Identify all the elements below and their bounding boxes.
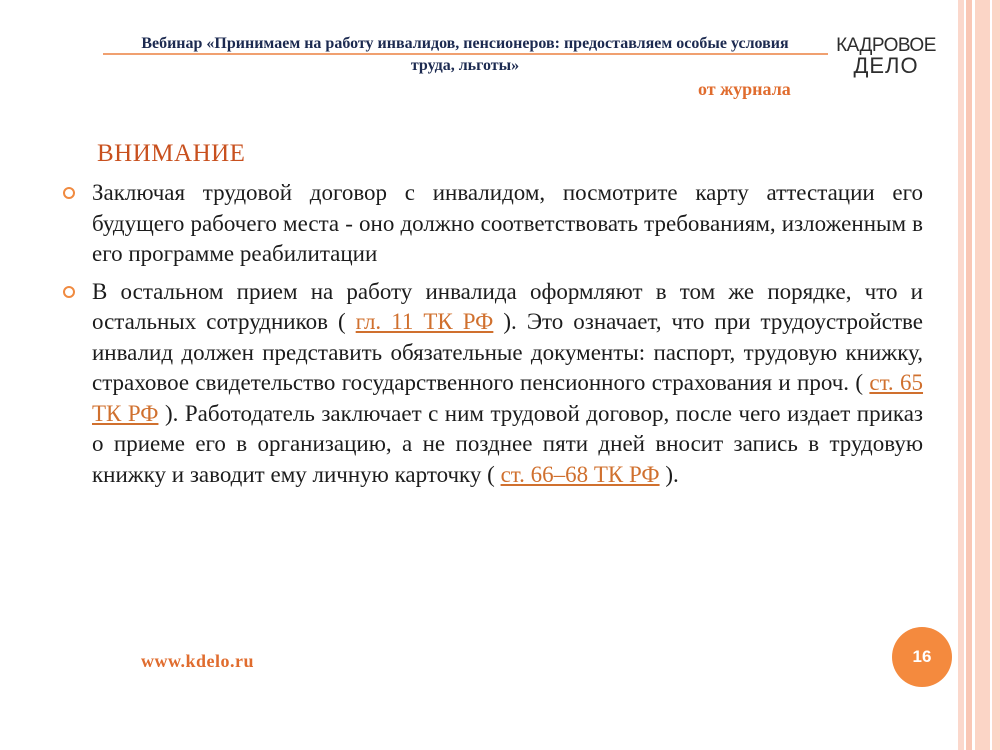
logo-line-1: КАДРОВОЕ xyxy=(836,35,936,56)
link-article-65[interactable]: ст. 65 ТК РФ xyxy=(92,370,924,426)
from-journal-caption: от журнала xyxy=(698,79,791,99)
bullet-item-1 xyxy=(63,178,923,270)
website-url: www.kdelo.ru xyxy=(141,651,255,671)
bullet-text-part: В остальном прием на работу инвалида оформляют в том же порядке, что и остальных сотрудников ( xyxy=(92,278,923,334)
bullet-text-part: ). Это означает, что при трудоустройстве инвалид должен представить обязательные документы: паспорт, трудовую книжку, страховое свидетельство государственного пенсионного страхования и проч. ( xyxy=(92,309,923,395)
decor-stripe xyxy=(990,0,992,750)
bullet-circle-icon xyxy=(63,187,75,199)
bullet-text: Заключая трудовой договор с инвалидом, посмотрите карту аттестации его будущего рабочего места - оно должно соответствовать требованиям, изложенным в его программе реабилитации xyxy=(92,180,923,266)
link-chapter-11[interactable]: гл. 11 ТК РФ xyxy=(355,309,494,334)
bullet-item-2 xyxy=(63,277,923,491)
page-number-badge xyxy=(892,627,952,687)
logo-line-2: ДЕЛО xyxy=(853,53,919,78)
bullet-list xyxy=(63,178,923,497)
webinar-title: Вебинар «Принимаем на работу инвалидов, пенсионеров: предоставляем особые условия труда, льготы» xyxy=(141,35,789,74)
bullet-circle-icon xyxy=(63,286,75,298)
attention-heading: ВНИМАНИЕ xyxy=(97,140,246,167)
decor-stripe xyxy=(975,0,1000,750)
page-number: 16 xyxy=(912,647,932,666)
kadrovoe-delo-logo xyxy=(836,36,936,76)
bullet-text-part: ). xyxy=(659,461,679,487)
link-articles-66-68[interactable]: ст. 66–68 ТК РФ xyxy=(500,461,660,487)
header-divider xyxy=(103,53,828,55)
bullet-text-part: ). Работодатель заключает с ним трудовой договор, после чего издает приказ о приеме его в организацию, а не позднее пяти дней вносит запись в трудовую книжку и заводит ему личную карточку ( xyxy=(92,400,923,487)
